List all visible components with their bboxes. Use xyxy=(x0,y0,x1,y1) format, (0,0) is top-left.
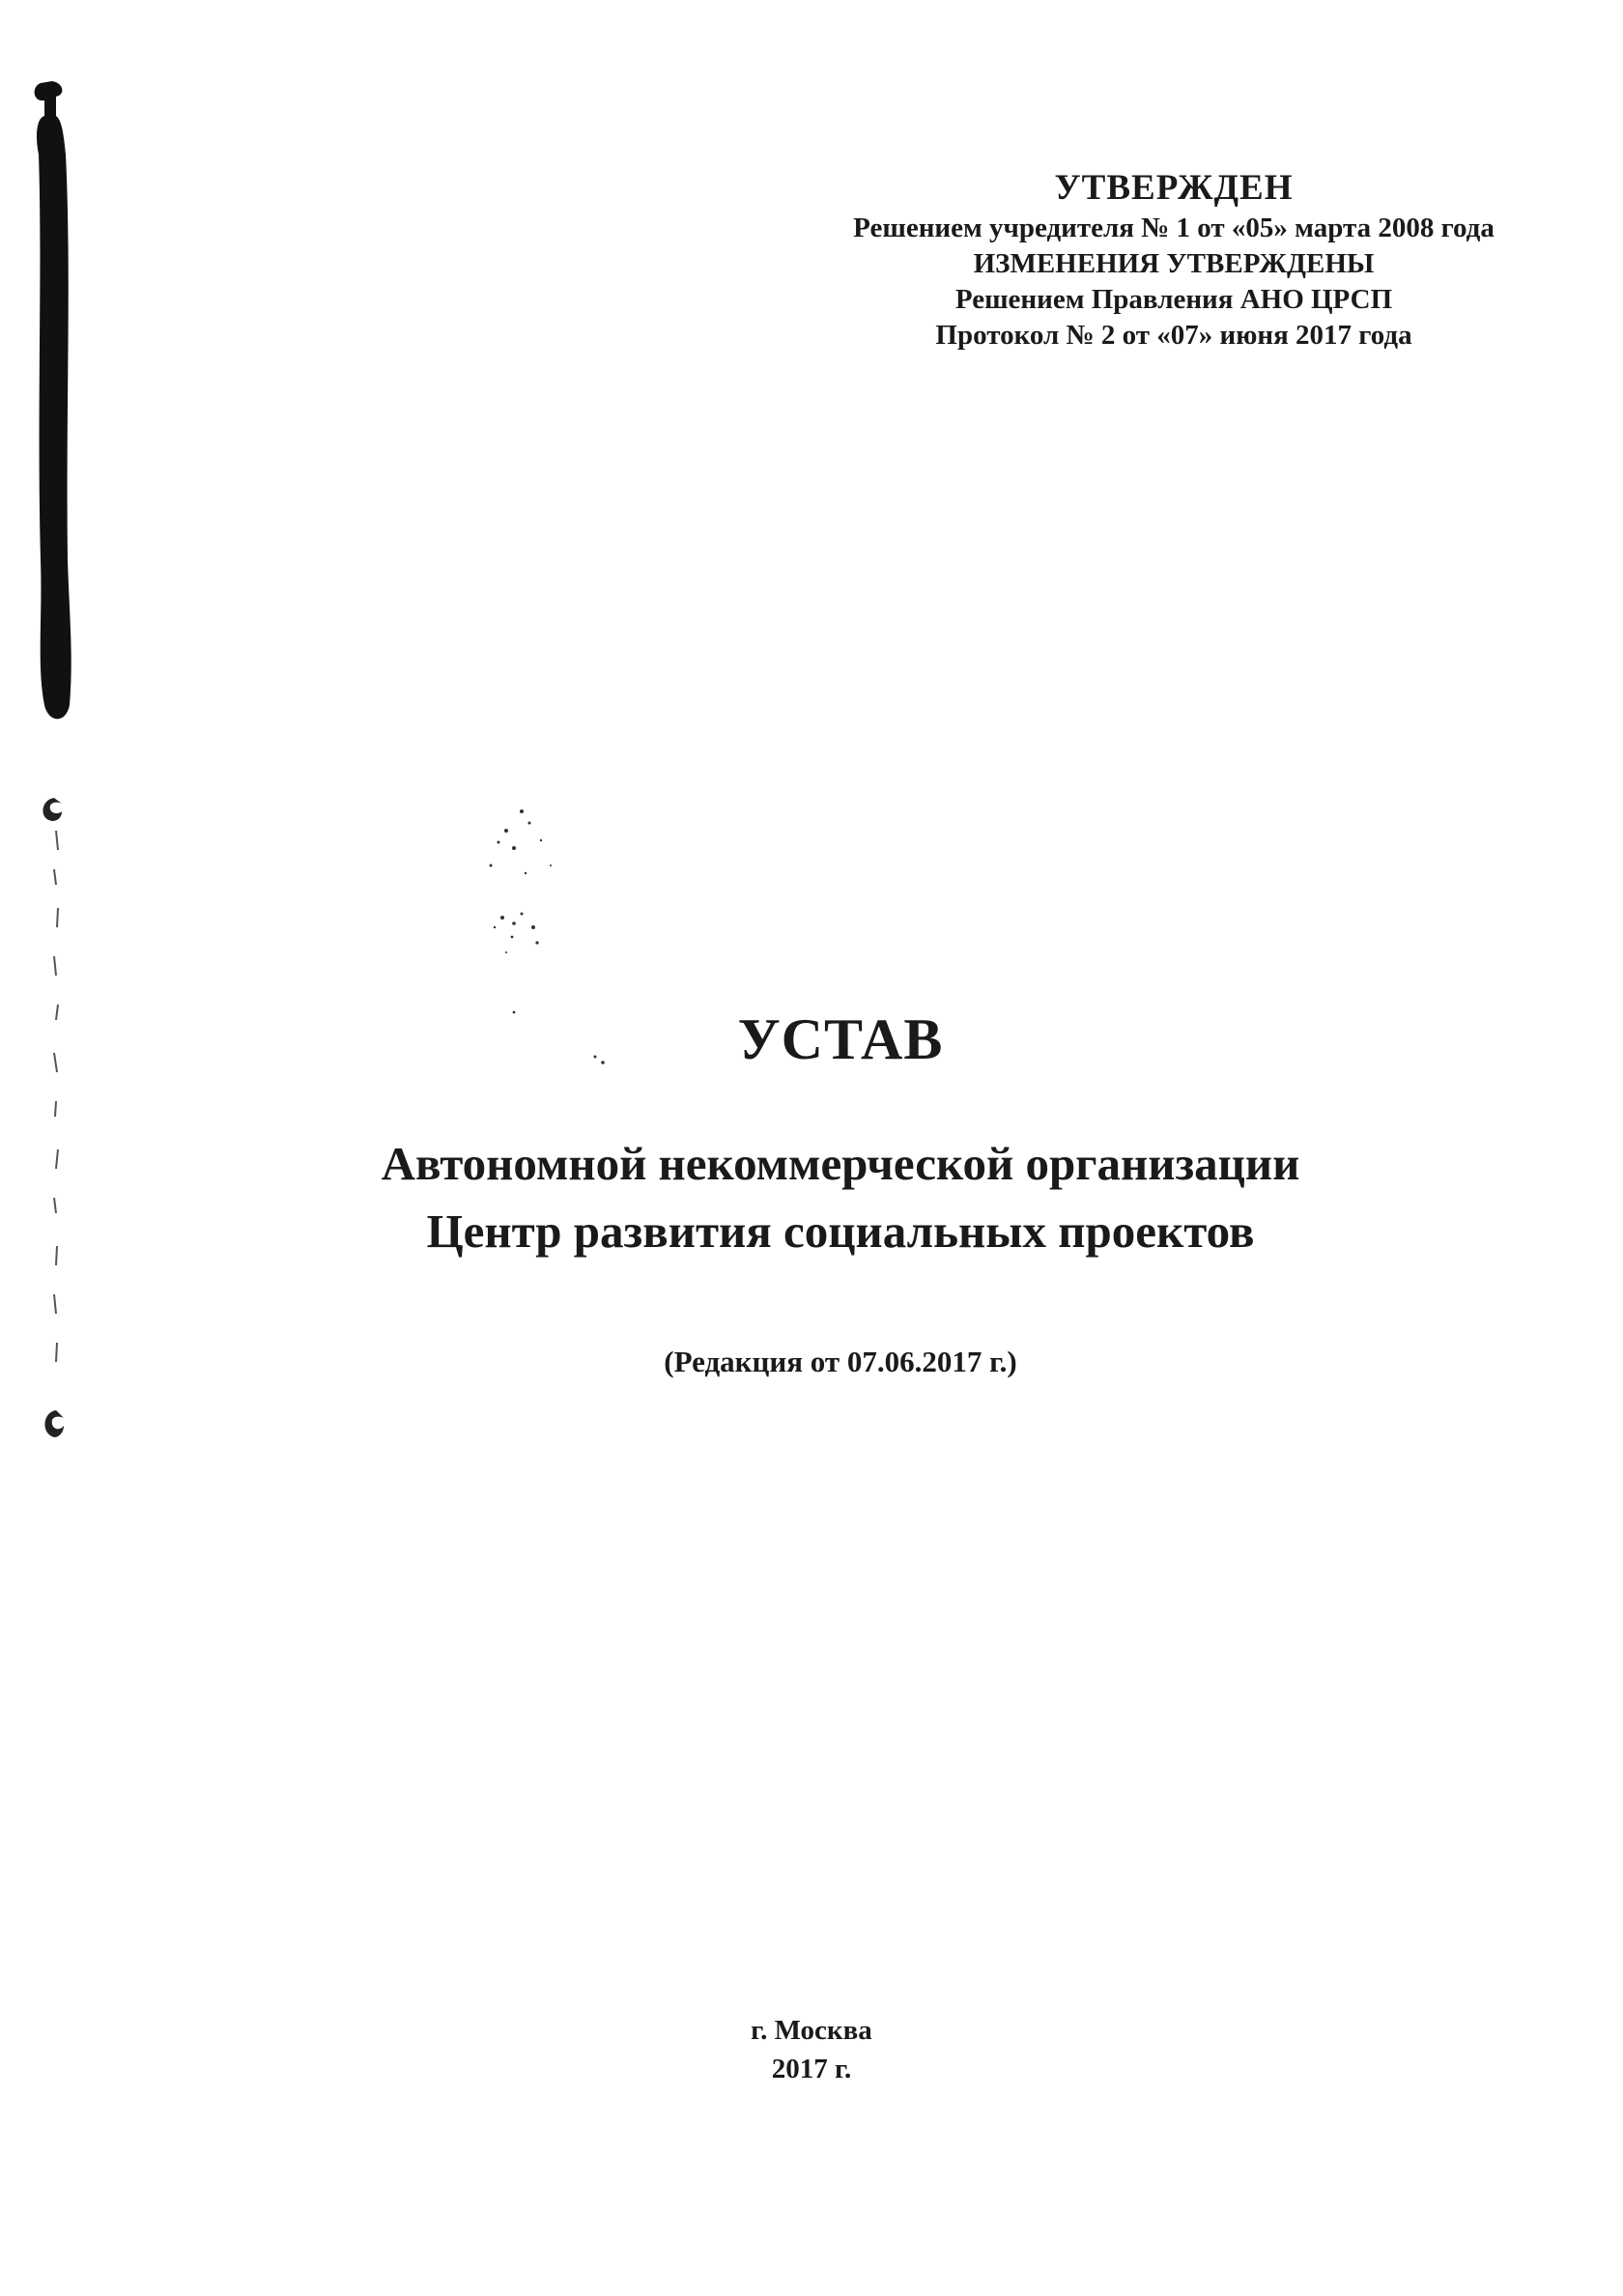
approval-line-changes-approved: ИЗМЕНЕНИЯ УТВЕРЖДЕНЫ xyxy=(973,248,1375,279)
approval-line-founder-decision: Решением учредителя № 1 от «05» марта 2008 года xyxy=(853,213,1495,243)
approval-line-protocol: Протокол № 2 от «07» июня 2017 года xyxy=(935,320,1412,351)
organization-name-line-1: Автономной некоммерческой организации xyxy=(381,1137,1300,1190)
organization-name-line-2: Центр развития социальных проектов xyxy=(426,1205,1255,1258)
edition-note: (Редакция от 07.06.2017 г.) xyxy=(664,1345,1017,1378)
title-block xyxy=(232,1005,1449,1381)
approval-title: УТВЕРЖДЕН xyxy=(1054,168,1294,208)
binding-strip-image xyxy=(27,77,77,734)
binding-marks-image xyxy=(33,792,75,1468)
year: 2017 г. xyxy=(771,2054,852,2084)
document-title: УСТАВ xyxy=(737,1007,944,1071)
city: г. Москва xyxy=(751,2015,872,2046)
place-and-year xyxy=(618,2011,1005,2088)
organization-name xyxy=(232,1130,1449,1265)
approval-block xyxy=(792,166,1555,354)
approval-line-board-decision: Решением Правления АНО ЦРСП xyxy=(954,284,1393,315)
